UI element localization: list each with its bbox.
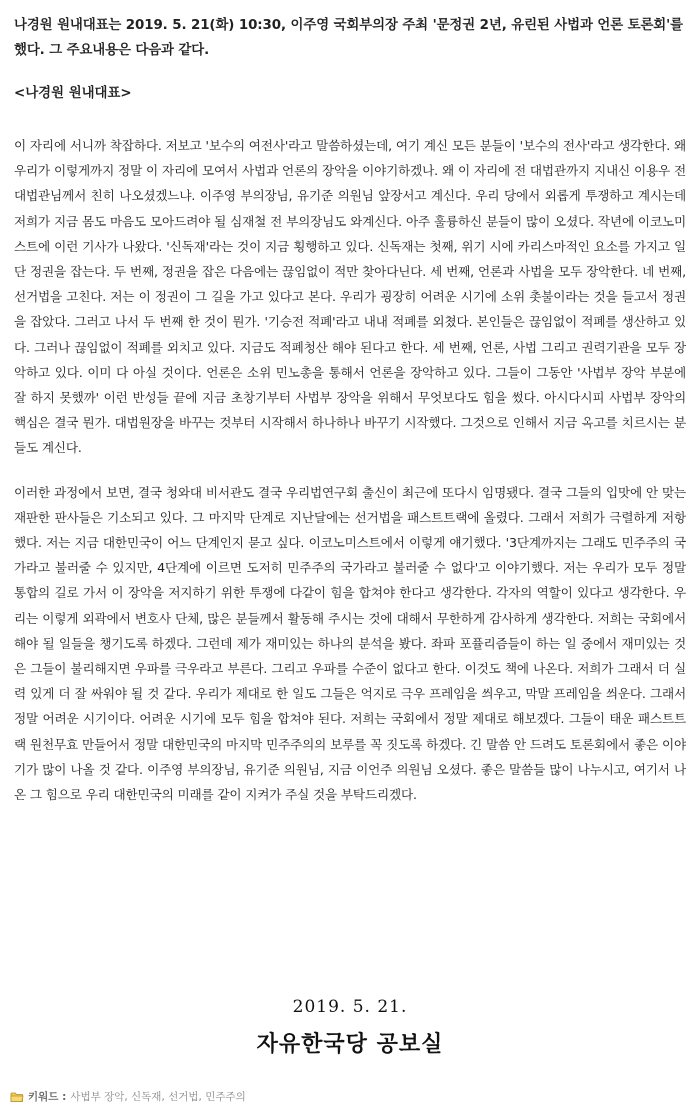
keywords-list: 사법부 장악, 신독재, 선거법, 민주주의 bbox=[70, 1091, 246, 1103]
organization-name: 자유한국당 공보실 bbox=[256, 1032, 444, 1057]
keywords-label: 키워드 : bbox=[28, 1091, 67, 1103]
intro-text: 나경원 원내대표는 2019. 5. 21(화) 10:30, 이주영 국회부의장 주최 '문정권 2년, 유린된 사법과 언론 토론회'를 했다. 그 주요내용은 다음과 같다. bbox=[14, 18, 683, 58]
release-date: 2019. 5. 21. bbox=[292, 997, 408, 1017]
speaker-heading: <나경원 원내대표> bbox=[14, 86, 132, 101]
body-paragraph-2: 이러한 과정에서 보면, 결국 청와대 비서관도 결국 우리법연구회 출신이 최근에 또다시 임명됐다. 결국 그들의 입맛에 안 맞는 재판한 판사들은 기소되고 있다. 그 마지막 단계로 지난달에는 선거법을 패스트트랙에 올렸다. 그래서 저희가 극렬하게 저항했다. 저는 지금 대한민국이 어느 단계인지 묻고 싶다. 이코노미스트에서 이렇게 얘기했다. '3단계까지는 그래도 민주주의 국가라고 불러줄 수 있지만, 4단계에 이르면 도저히 민주주의 국가라고 불러줄 수 없다'고 이야기했다. 저는 우리가 모두 정말 통합의 길로 가서 이 장악을 저지하기 위한 투쟁에 다같이 힘을 합쳐야 한다고 생각한다. 각자의 역할이 있다고 생각한다. 우리는 이렇게 외곽에서 변호사 단체, 많은 분들께서 활동해 주시는 것에 대해서 무한하게 감사하게 생각한다. 저희는 국회에서 해야 될 일들을 챙기도록 하겠다. 그런데 제가 재미있는 하나의 분석을 봤다. 좌파 포퓰리즘들이 하는 일 중에서 재미있는 것은 그들이 불리해지면 우파를 극우라고 부른다. 그리고 우파를 수준이 없다고 한다. 이것도 책에 나온다. 저희가 그래서 더 실력 있게 더 잘 싸워야 될 것 같다. 우리가 제대로 한 일도 그들은 억지로 극우 프레임을 씌우고, 막말 프레임을 씌운다. 그래서 정말 어려운 시기이다. 어려운 시기에 모두 힘을 합쳐야 된다. 저희는 국회에서 정말 제대로 해보겠다. 그들이 태운 패스트트랙 원천무효 만들어서 정말 대한민국의 마지막 민주주의의 보루를 꼭 짓도록 하겠다. 긴 말씀 안 드려도 토론회에서 좋은 이야기가 많이 나올 것 같다. 이주영 부의장님, 유기준 의원님, 지금 이언주 의원님 오셨다. 좋은 말씀들 많이 나누시고, 여기서 나온 그 힘으로 우리 대한민국의 미래를 같이 지켜가 주실 것을 부탁드리겠다. bbox=[14, 484, 686, 803]
folder-icon bbox=[10, 1091, 24, 1103]
body-paragraph-1: 이 자리에 서니까 착잡하다. 저보고 '보수의 여전사'라고 말씀하셨는데, 여기 계신 모든 분들이 '보수의 전사'라고 생각한다. 왜 우리가 이렇게까지 정말 이 자리에 모여서 사법과 언론의 장악을 이야기하겠나. 왜 이 자리에 전 대법관까지 지내신 이용우 전 대법관님께서 친히 나오셨겠느냐. 이주영 부의장님, 유기준 의원님 앞장서고 계신다. 우리 당에서 외롭게 투쟁하고 계시는데 저희가 지금 몸도 마음도 모아드려야 될 심재철 전 부의장님도 와계신다. 아주 훌륭하신 분들이 많이 오셨다. 작년에 이코노미스트에 이런 기사가 나왔다. '신독재'라는 것이 지금 횡행하고 있다. 신독재는 첫째, 위기 시에 카리스마적인 요소를 가지고 일단 정권을 잡는다. 두 번째, 정권을 잡은 다음에는 끊임없이 적만 찾아다닌다. 세 번째, 언론과 사법을 모두 장악한다. 네 번째, 선거법을 고친다. 저는 이 정권이 그 길을 가고 있다고 본다. 우리가 굉장히 어려운 시기에 소위 촛불이라는 것을 들고서 정권을 잡았다. 그러고 나서 두 번째 한 것이 뭔가. '기승전 적폐'라고 내내 적폐를 외쳤다. 본인들은 끊임없이 적폐를 생산하고 있다. 그러나 끊임없이 적폐를 외치고 있다. 지금도 적폐청산 해야 된다고 한다. 세 번째, 언론, 사법 그리고 권력기관을 모두 장악하고 있다. 이미 다 아실 것이다. 언론은 소위 민노총을 통해서 언론을 장악하고 있다. 그들이 그동안 '사법부 장악 부분에 잘 하지 못했까' 이런 반성들 끝에 지금 초창기부터 사법부 장악을 위해서 무엇보다도 힘을 썼다. 아시다시피 사법부 장악의 핵심은 결국 뭔가. 대법원장을 바꾸는 것부터 시작해서 하나하나 바꾸기 시작했다. 그것으로 인해서 지금 옥고를 치르시는 분들도 계신다. bbox=[14, 138, 686, 456]
keywords-bar bbox=[10, 1089, 246, 1105]
